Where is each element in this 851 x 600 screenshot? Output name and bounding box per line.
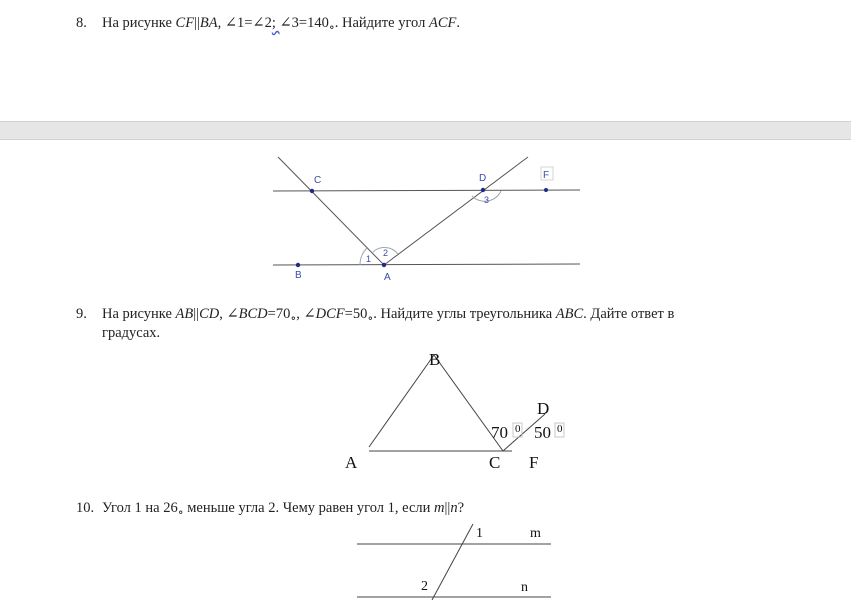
problem-8-number: 8. [76, 15, 87, 31]
fig10-angle-2: 2 [421, 579, 428, 594]
fig8-angle-2: 2 [383, 248, 389, 258]
fig9-angle-50: 50 [534, 423, 551, 442]
fig9-label-d: D [537, 399, 550, 418]
problem-10-text: Угол 1 на $26_\circ$ меньше угла 2. Чему равен угол 1, если m||n? [102, 500, 464, 519]
problem-10-number: 10. [76, 500, 95, 516]
fig10-angle-1: 1 [476, 526, 483, 541]
fig8-label-d: D [479, 173, 487, 184]
fig8-label-a: A [384, 272, 391, 283]
fig9-degree-70: 0 [515, 423, 521, 435]
fig9-label-b: B [429, 350, 441, 369]
fig8-angle-1: 1 [366, 254, 372, 264]
problem-9-text-line2: градусах. [102, 325, 161, 341]
fig9-degree-50: 0 [557, 423, 563, 435]
fig9-angle-70: 70 [491, 423, 508, 442]
problem-9-number: 9. [76, 306, 87, 322]
fig9-label-f: F [529, 453, 539, 472]
fig10-label-m: m [530, 526, 541, 541]
fig8-label-b: B [295, 270, 302, 281]
fig10-label-n: n [521, 580, 528, 595]
fig9-label-a: A [345, 453, 358, 472]
fig8-label-f: F [543, 170, 550, 181]
fig8-angle-3: 3 [484, 195, 490, 205]
spellcheck-squiggle: ; [271, 15, 280, 31]
fig9-label-c: C [489, 453, 501, 472]
fig8-label-c: C [314, 175, 322, 186]
problem-9-text: На рисунке AB||CD, $\angle BCD=70_\circ$, $\angle DCF=50_\circ$. Найдите углы треугольника ABC. Дайте ответ в [102, 306, 675, 325]
problem-8-text: На рисунке CF||BA, ∠1=∠2; $\angle 3=140_\circ$. Найдите угол ACF. [102, 15, 460, 34]
